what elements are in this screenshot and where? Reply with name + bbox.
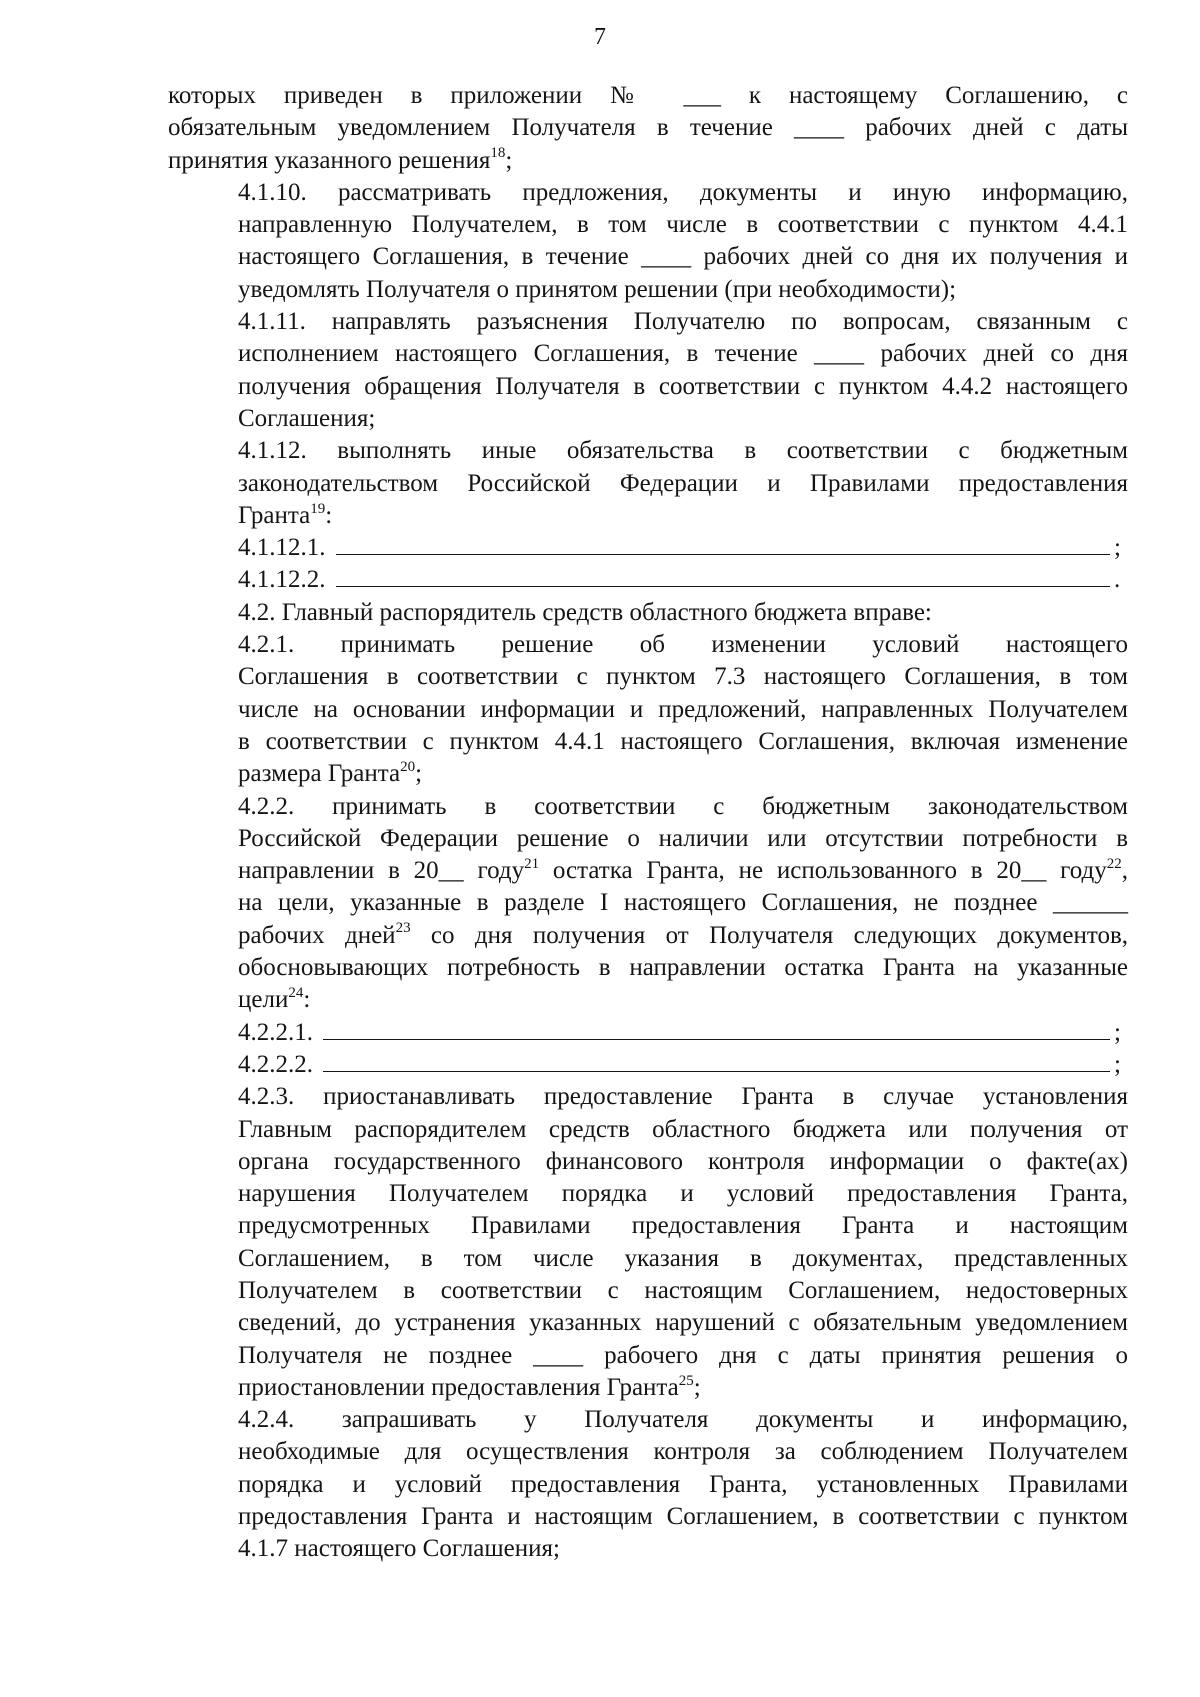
text-line: предусмотренных Правилами предоставления Гранта и настоящим xyxy=(238,1212,1128,1240)
text-line: нарушения Получателем порядка и условий предоставления Гранта, xyxy=(238,1180,1128,1208)
text-line: рабочих дней$^{23}$ со дня получения от Получателя следующих документов, xyxy=(238,920,1129,949)
text-line: сведений, до устранения указанных нарушений с обязательным уведомлением xyxy=(238,1309,1128,1337)
text-line: органа государственного финансового контроля информации о факте(ах) xyxy=(238,1147,1128,1175)
text-line: 4.1.11. направлять разъяснения Получателю по вопросам, связанным с xyxy=(238,308,1128,336)
clause-4-2-1 xyxy=(168,629,1128,790)
text-line: 4.1.7 настоящего Соглашения; xyxy=(238,1535,560,1563)
fill-line-4-2-2-2: 4.2.2.2. ; xyxy=(168,1049,1128,1081)
clause-4-2-2 xyxy=(168,791,1128,1017)
text-line: направленную Получателем, в том числе в соответствии с пунктом 4.4.1 xyxy=(238,211,1128,239)
clause-4-1-11 xyxy=(168,306,1128,435)
footnote-ref: 22 xyxy=(1106,855,1122,872)
text-line: 4.2. Главный распорядитель средств областного бюджета вправе: xyxy=(238,598,932,626)
text-line: Получателя не позднее ____ рабочего дня с даты принятия решения о xyxy=(238,1341,1128,1369)
document-body xyxy=(168,80,1128,1566)
clause-4-2-3 xyxy=(168,1081,1128,1404)
text-line: числе на основании информации и предложений, направленных Получателем xyxy=(238,695,1128,723)
clause-4-1-12 xyxy=(168,435,1128,532)
fill-label: 4.2.2.2. xyxy=(238,1050,313,1078)
text-line: в соответствии с пунктом 4.4.1 настоящего Соглашения, включая изменение xyxy=(238,727,1128,755)
text-line: которых приведен в приложении № ___ к настоящему Соглашению, с xyxy=(168,82,1128,109)
paragraph-continuation xyxy=(168,80,1128,177)
fill-label: 4.1.12.1. xyxy=(238,534,326,562)
footnote-ref: 24 xyxy=(288,984,304,1001)
text-line: порядка и условий предоставления Гранта, установленных Правилами xyxy=(238,1470,1128,1498)
blank-field xyxy=(323,1049,1110,1072)
fill-line-4-2-2-1: 4.2.2.1. ; xyxy=(168,1017,1128,1049)
text-line: Российской Федерации решение о наличии или отсутствии потребности в xyxy=(238,824,1128,852)
text-line: Гранта$^{19}$: xyxy=(238,500,333,529)
text-line: Получателем в соответствии с настоящим Соглашением, недостоверных xyxy=(238,1276,1128,1304)
text-line: Соглашения; xyxy=(238,404,376,432)
text-line: размера Гранта$^{20}$; xyxy=(238,758,423,788)
text-line: цели$^{24}$: xyxy=(238,984,311,1014)
clause-4-2 xyxy=(168,597,1128,629)
clause-4-2-4 xyxy=(168,1404,1128,1565)
footnote-ref: 25 xyxy=(678,1372,694,1389)
footnote-ref: 23 xyxy=(395,920,411,937)
blank-field xyxy=(336,532,1111,555)
text-line: получения обращения Получателя в соответствии с пунктом 4.4.2 настоящего xyxy=(238,372,1128,400)
page-number: 7 xyxy=(594,24,606,50)
text-line: приостановлении предоставления Гранта$^{25}$; xyxy=(238,1372,701,1401)
footnote-ref: 20 xyxy=(400,758,416,775)
text-line: необходимые для осуществления контроля за соблюдением Получателем xyxy=(238,1438,1128,1466)
text-line: 4.2.3. приостанавливать предоставление Гранта в случае установления xyxy=(238,1083,1128,1111)
fill-line-4-1-12-2: 4.1.12.2. . xyxy=(168,564,1128,596)
text-line: 4.1.12. выполнять иные обязательства в соответствии с бюджетным xyxy=(238,437,1128,465)
fill-label: 4.1.12.2. xyxy=(238,566,326,594)
text-line: настоящего Соглашения, в течение ____ рабочих дней со дня их получения и xyxy=(238,243,1128,271)
fill-label: 4.2.2.1. xyxy=(238,1018,313,1046)
text-line: направлении в 20__ году$^{21}$ остатка Гранта, не использованного в 20__ году$^{22}$, xyxy=(238,855,1128,885)
blank-field xyxy=(323,1017,1110,1040)
text-line: на цели, указанные в разделе I настоящего Соглашения, не позднее ______ xyxy=(238,889,1128,917)
clause-4-1-10 xyxy=(168,177,1128,306)
text-line: предоставления Гранта и настоящим Соглашением, в соответствии с пунктом xyxy=(238,1503,1128,1531)
text-line: исполнением настоящего Соглашения, в течение ____ рабочих дней со дня xyxy=(238,340,1128,368)
text-line: обосновывающих потребность в направлении остатка Гранта на указанные xyxy=(238,954,1128,982)
footnote-ref: 21 xyxy=(524,855,540,872)
text-line: уведомлять Получателя о принятом решении (при необходимости); xyxy=(238,275,957,303)
fill-line-4-1-12-1: 4.1.12.1. ; xyxy=(168,532,1128,564)
text-line: Главным распорядителем средств областного бюджета или получения от xyxy=(238,1115,1128,1143)
text-line: 4.2.1. принимать решение об изменении условий настоящего xyxy=(238,631,1128,659)
text-line: Соглашением, в том числе указания в документах, представленных xyxy=(238,1244,1128,1272)
text-line: 4.1.10. рассматривать предложения, документы и иную информацию, xyxy=(238,178,1128,206)
text-line: принятия указанного решения$^{18}$; xyxy=(168,145,513,174)
text-line: законодательством Российской Федерации и Правилами предоставления xyxy=(238,469,1128,497)
footnote-ref: 19 xyxy=(310,500,326,517)
text-line: 4.2.4. запрашивать у Получателя документы и информацию, xyxy=(238,1406,1128,1434)
text-line: 4.2.2. принимать в соответствии с бюджетным законодательством xyxy=(238,792,1128,820)
text-line: Соглашения в соответствии с пунктом 7.3 настоящего Соглашения, в том xyxy=(238,663,1128,691)
blank-field xyxy=(336,564,1111,587)
footnote-ref: 18 xyxy=(490,145,506,162)
text-line: обязательным уведомлением Получателя в течение ____ рабочих дней с даты xyxy=(168,114,1128,142)
